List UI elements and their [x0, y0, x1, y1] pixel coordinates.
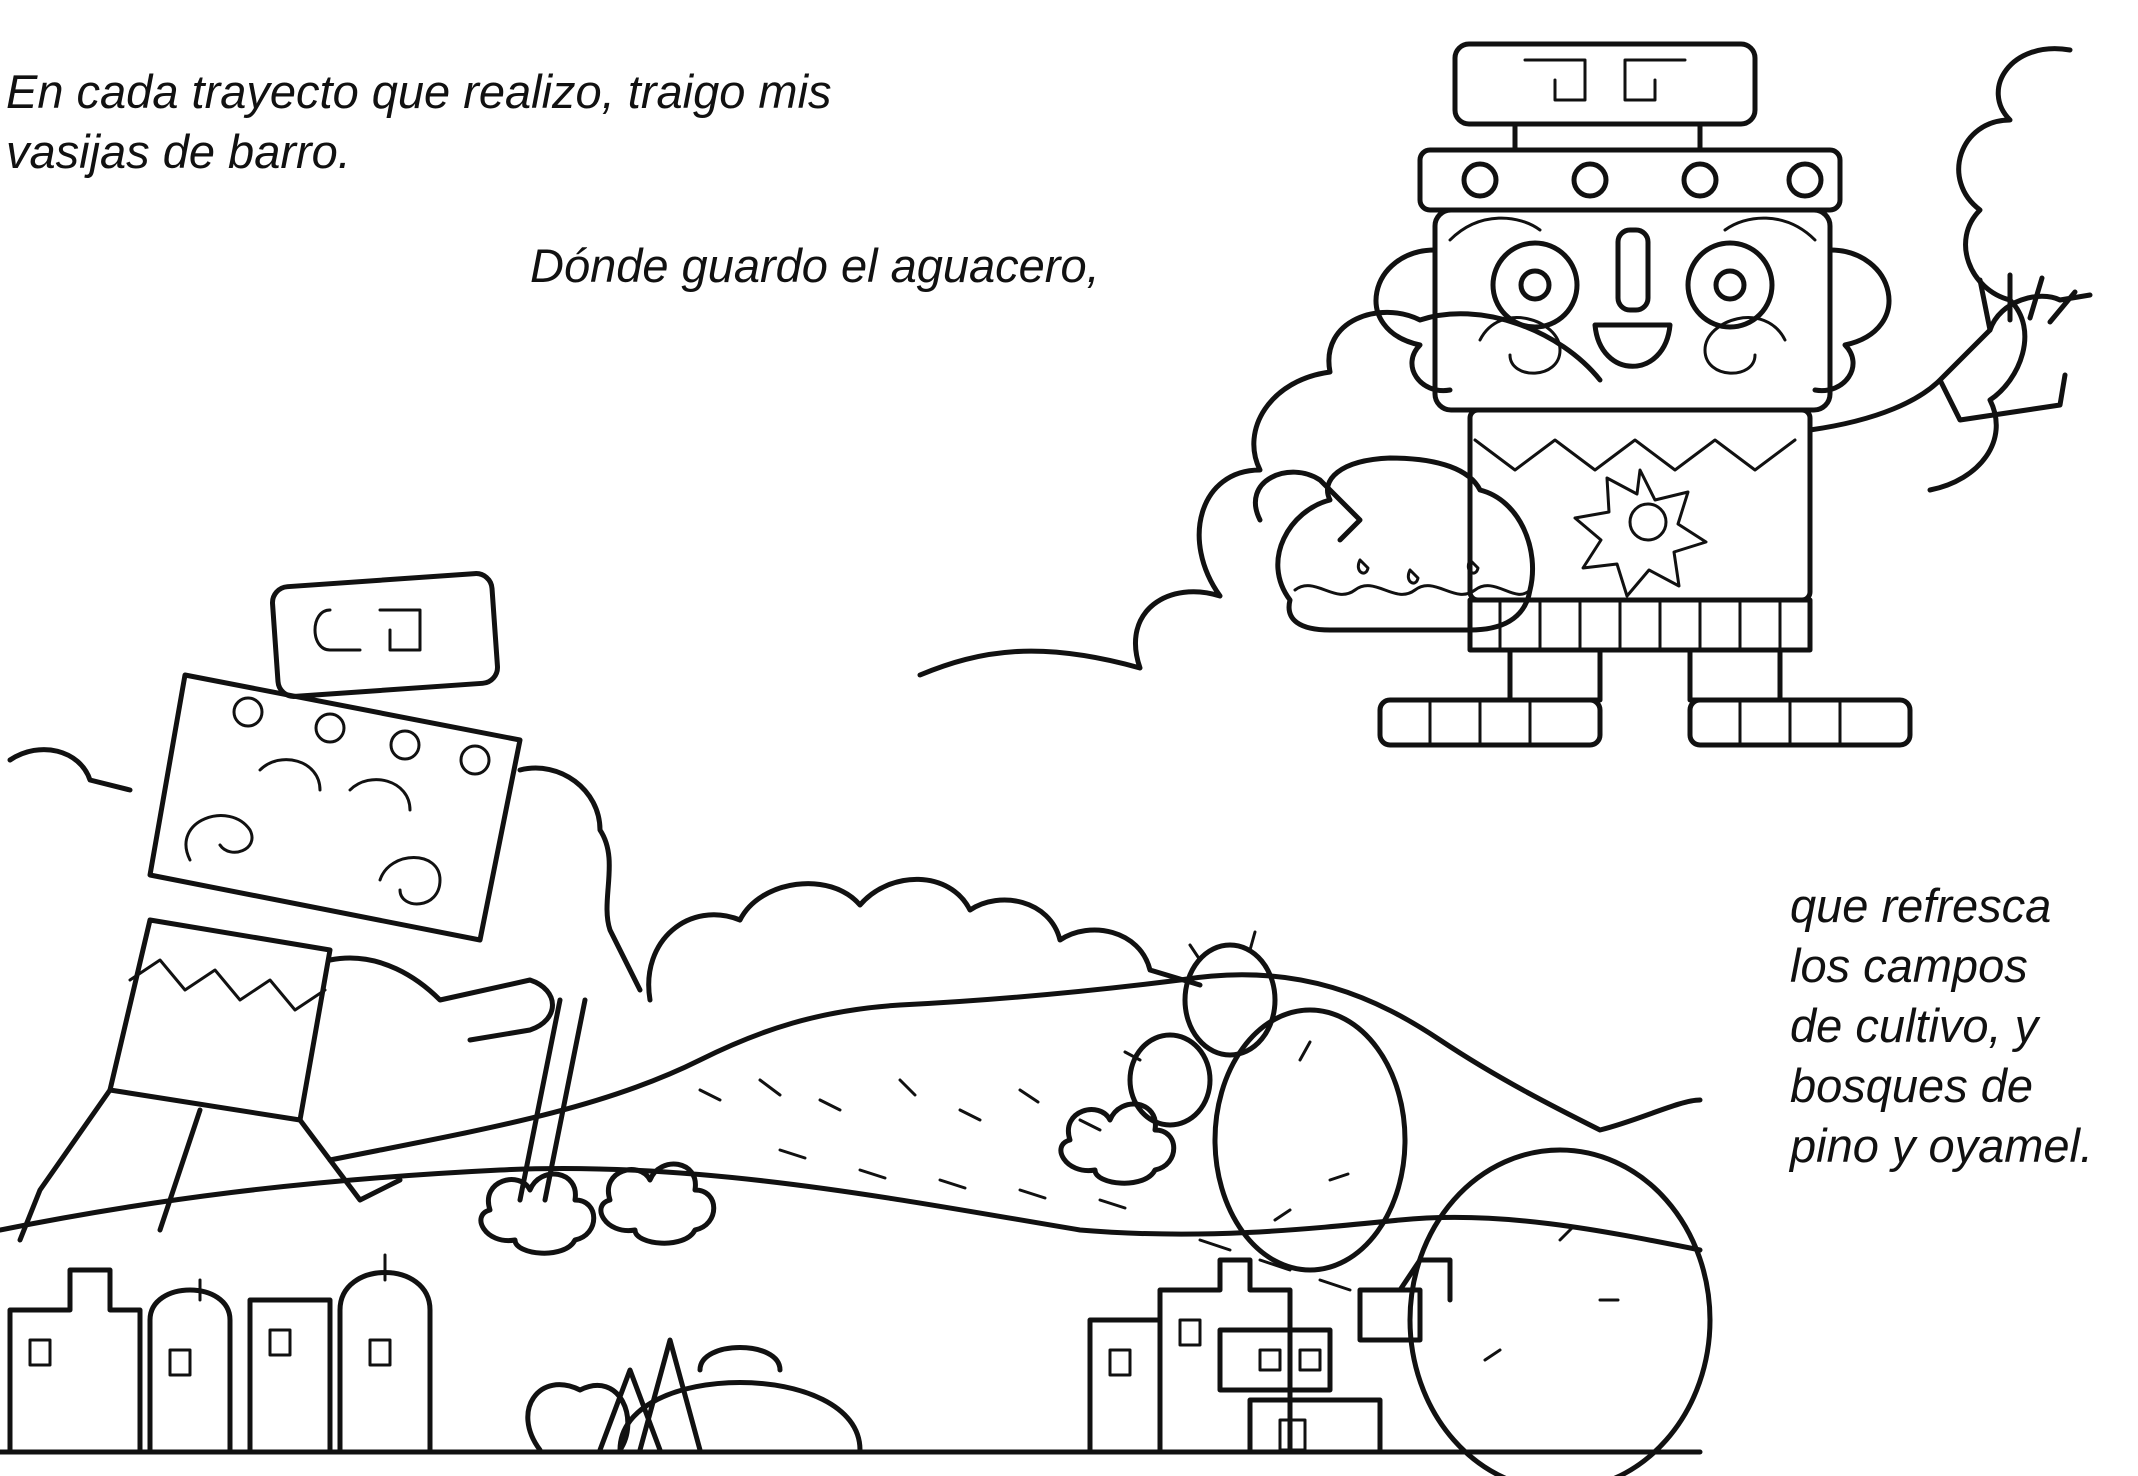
- headdress-glyph: [1525, 60, 1685, 100]
- caption-top-left: En cada trayecto que realizo, traigo mis vasijas de barro.: [6, 65, 832, 178]
- headdress-band: [1515, 124, 1700, 150]
- mouth: [1595, 325, 1670, 366]
- caption-right: que refresca los campos de cultivo, y bosques de pino y oyamel.: [1790, 879, 2094, 1172]
- headdress-crown: [1420, 150, 1840, 210]
- toe-lines: [1430, 700, 1840, 745]
- clay-jar: [1278, 458, 1533, 630]
- cactus-spines: [1125, 932, 1618, 1360]
- cactus-pad-large: [1410, 1150, 1710, 1476]
- bush-1: [481, 1174, 594, 1253]
- walker-ring-3: [391, 731, 419, 759]
- walker-ring-2: [316, 714, 344, 742]
- walker-ring-4: [461, 746, 489, 774]
- right-foot: [1690, 700, 1910, 745]
- walker-headdress: [271, 572, 498, 697]
- right-eye: [1688, 243, 1772, 327]
- walker-zigzag: [130, 960, 325, 1010]
- village-left-windows: [30, 1255, 390, 1375]
- crown-ring-4: [1789, 164, 1821, 196]
- rain-god-icon: [920, 44, 2090, 745]
- right-pupil: [1716, 271, 1744, 299]
- caption-middle: Dónde guardo el aguacero,: [530, 239, 1100, 292]
- cactus-pad-main: [1215, 1010, 1405, 1270]
- village-right: [1090, 1260, 1450, 1450]
- nose: [1618, 230, 1648, 310]
- left-eye: [1493, 243, 1577, 327]
- left-pupil: [1521, 271, 1549, 299]
- back-clouds: [649, 879, 1200, 1000]
- jar-wave: [1295, 586, 1530, 595]
- walker-torso: [110, 920, 330, 1120]
- crown-ring-1: [1464, 164, 1496, 196]
- headdress-top: [1455, 44, 1755, 124]
- cloud-edge-right: [1930, 49, 2070, 490]
- cactus-pad-top: [1185, 945, 1275, 1055]
- holding-hand: [1255, 472, 1360, 540]
- mustache-swirls: [1450, 218, 1815, 373]
- landscape-icon: [0, 879, 1710, 1476]
- cactus-pad-left: [1130, 1035, 1210, 1125]
- right-ear: [1815, 250, 1889, 391]
- left-leg: [1510, 650, 1600, 700]
- sun-emblem: [1575, 470, 1706, 596]
- right-leg: [1690, 650, 1780, 700]
- walker-cloud: [10, 750, 640, 990]
- walker-glyph: [315, 610, 420, 650]
- left-ear: [1376, 250, 1450, 391]
- walking-figure-icon: [10, 572, 640, 1240]
- walker-face-swirls: [186, 760, 440, 904]
- walker-staff-arm: [330, 958, 553, 1040]
- village-left: [10, 1270, 430, 1450]
- raised-arm: [1810, 296, 2065, 430]
- sun-center: [1630, 504, 1666, 540]
- bush-3: [1061, 1104, 1174, 1183]
- crown-ring-3: [1684, 164, 1716, 196]
- left-foot: [1380, 700, 1600, 745]
- torso-zigzag: [1475, 440, 1795, 470]
- crown-ring-2: [1574, 164, 1606, 196]
- hill-right: [1180, 975, 1700, 1130]
- walker-ring-1: [234, 698, 262, 726]
- cloud-outline: [920, 312, 1600, 675]
- skirt-fringe: [1500, 600, 1780, 650]
- hill-left: [330, 980, 1180, 1160]
- water-drops: [1358, 560, 1478, 583]
